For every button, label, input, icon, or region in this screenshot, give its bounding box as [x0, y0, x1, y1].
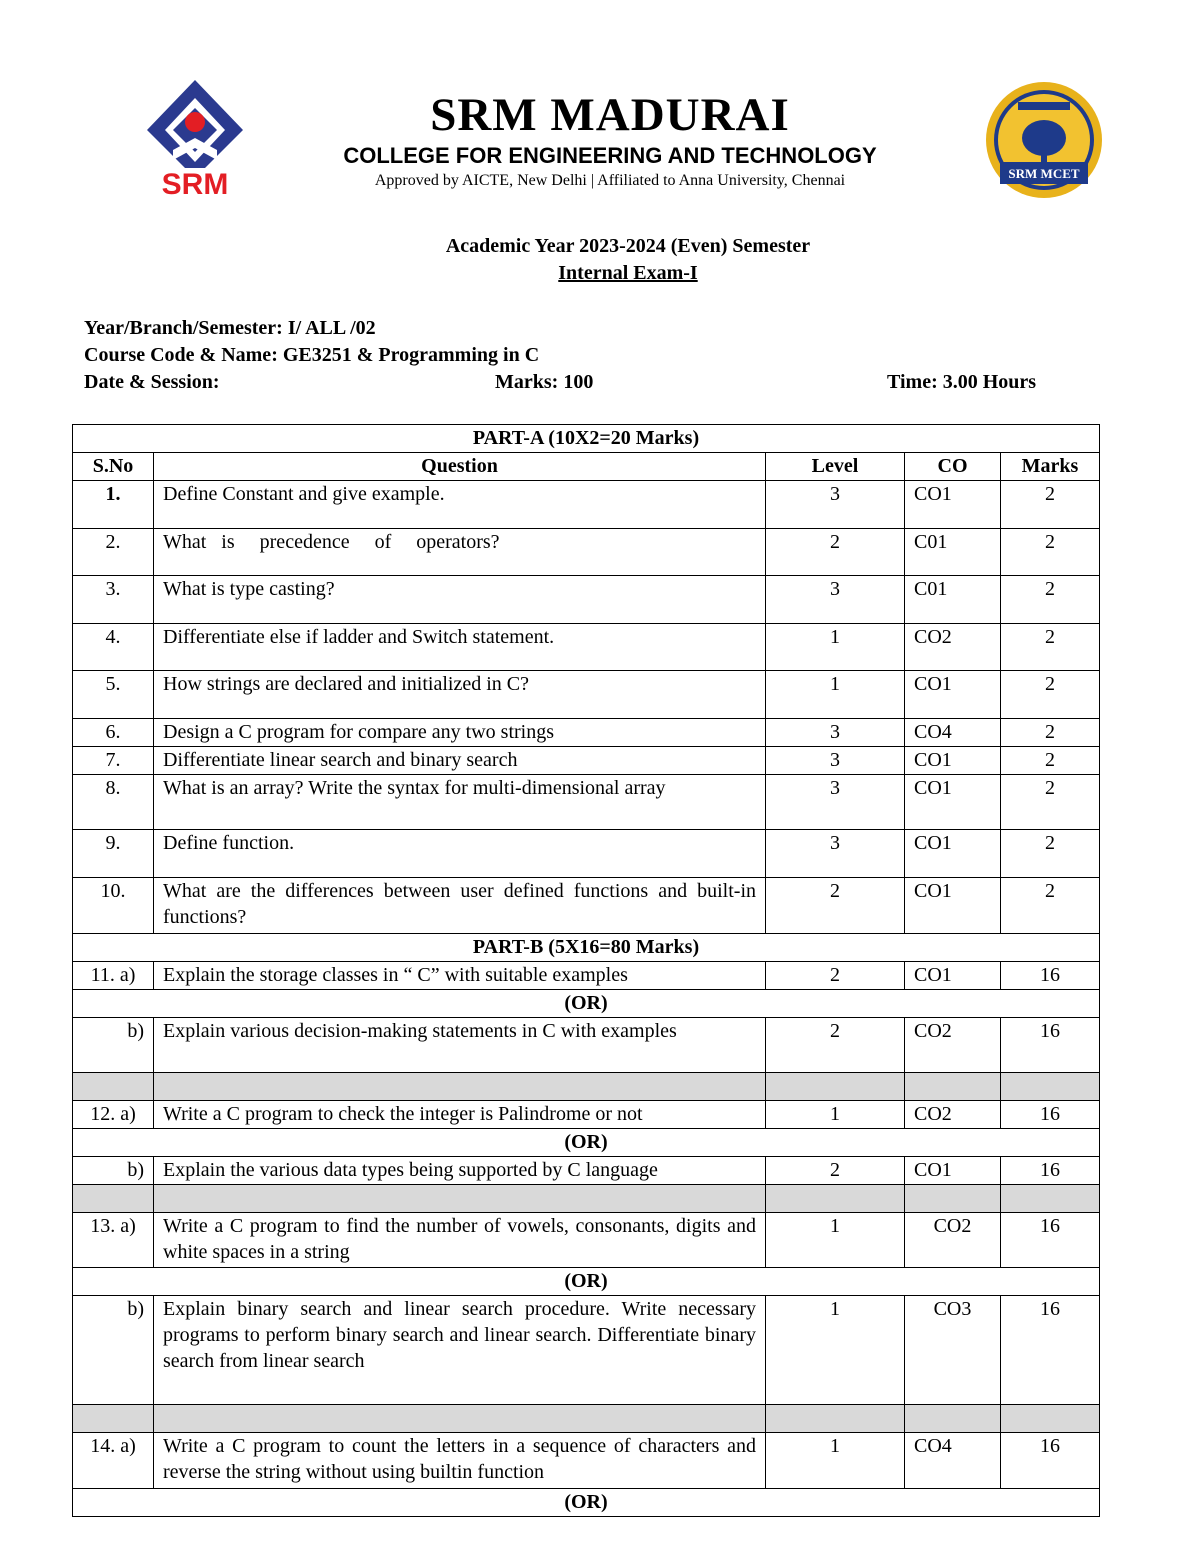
serial-number: 2. — [73, 529, 154, 576]
question-text: Design a C program for compare any two strings — [154, 719, 766, 747]
exam-name: Internal Exam-I — [558, 262, 698, 284]
level: 3 — [766, 576, 905, 624]
course-outcome: CO3 — [905, 1296, 1001, 1405]
college-title: SRM MADURAI — [430, 89, 790, 141]
question-text: Write a C program to check the integer is Palindrome or not — [154, 1101, 766, 1129]
table-row — [73, 1018, 1100, 1073]
marks: 2 — [1001, 576, 1100, 624]
question-table — [72, 424, 1100, 1517]
marks: 16 — [1001, 1018, 1100, 1073]
serial-number: 4. — [73, 624, 154, 671]
question-text: Define function. — [154, 830, 766, 878]
or-label: (OR) — [73, 1268, 1100, 1296]
table-row — [73, 719, 1100, 747]
table-row — [73, 1157, 1100, 1185]
marks: 16 — [1001, 1433, 1100, 1489]
course-outcome: C01 — [905, 576, 1001, 624]
level: 2 — [766, 1018, 905, 1073]
serial-number: 11. a) — [73, 962, 154, 990]
separator-cell — [1001, 1405, 1100, 1433]
level: 1 — [766, 1296, 905, 1405]
or-row — [73, 1268, 1100, 1296]
course-outcome: CO1 — [905, 962, 1001, 990]
question-text: Explain binary search and linear search procedure. Write necessary programs to perform binary search and linear search. Differentiate binary search from linear search — [154, 1296, 766, 1405]
marks: 2 — [1001, 775, 1100, 830]
marks: 2 — [1001, 747, 1100, 775]
level: 1 — [766, 624, 905, 671]
marks: 16 — [1001, 1101, 1100, 1129]
or-label: (OR) — [73, 990, 1100, 1018]
marks: 2 — [1001, 529, 1100, 576]
table-header-row — [73, 453, 1100, 481]
question-text: Explain various decision-making statements in C with examples — [154, 1018, 766, 1073]
or-row — [73, 990, 1100, 1018]
serial-number: b) — [73, 1157, 154, 1185]
marks: 2 — [1001, 671, 1100, 719]
column-header: Question — [154, 453, 766, 481]
separator-row — [73, 1185, 1100, 1213]
serial-number: 10. — [73, 878, 154, 934]
level: 3 — [766, 719, 905, 747]
date-session: Date & Session: — [84, 371, 220, 393]
year-branch-semester: Year/Branch/Semester: I/ ALL /02 — [84, 317, 376, 339]
serial-number: 12. a) — [73, 1101, 154, 1129]
or-row — [73, 1489, 1100, 1517]
question-text: What are the differences between user defined functions and built-in functions? — [154, 878, 766, 934]
serial-number: 14. a) — [73, 1433, 154, 1489]
serial-number: 1. — [73, 481, 154, 529]
table-row — [73, 576, 1100, 624]
separator-cell — [73, 1073, 154, 1101]
college-tagline: Approved by AICTE, New Delhi | Affiliated to Anna University, Chennai — [374, 172, 846, 189]
part-a-heading-row — [73, 425, 1100, 453]
serial-number: 8. — [73, 775, 154, 830]
marks: 2 — [1001, 481, 1100, 529]
course-outcome: CO1 — [905, 830, 1001, 878]
separator-cell — [154, 1185, 766, 1213]
course-outcome: CO2 — [905, 1213, 1001, 1268]
question-text: Write a C program to find the number of vowels, consonants, digits and white spaces in a string — [154, 1213, 766, 1268]
separator-row — [73, 1073, 1100, 1101]
separator-cell — [1001, 1185, 1100, 1213]
course-outcome: CO1 — [905, 671, 1001, 719]
separator-cell — [154, 1073, 766, 1101]
marks: 16 — [1001, 1213, 1100, 1268]
level: 2 — [766, 529, 905, 576]
or-row — [73, 1129, 1100, 1157]
table-row — [73, 775, 1100, 830]
course-outcome: CO1 — [905, 481, 1001, 529]
serial-number: 5. — [73, 671, 154, 719]
question-text: What is an array? Write the syntax for multi-dimensional array — [154, 775, 766, 830]
level: 2 — [766, 878, 905, 934]
marks: 2 — [1001, 624, 1100, 671]
level: 1 — [766, 1213, 905, 1268]
level: 3 — [766, 830, 905, 878]
separator-cell — [766, 1073, 905, 1101]
total-marks: Marks: 100 — [495, 371, 594, 393]
separator-cell — [905, 1185, 1001, 1213]
table-row — [73, 1296, 1100, 1405]
course-outcome: CO1 — [905, 878, 1001, 934]
table-row — [73, 878, 1100, 934]
course-outcome: CO2 — [905, 1018, 1001, 1073]
question-text: Differentiate else if ladder and Switch statement. — [154, 624, 766, 671]
table-row — [73, 1433, 1100, 1489]
question-text: Write a C program to count the letters in a sequence of characters and reverse the string without using builtin function — [154, 1433, 766, 1489]
serial-number: 6. — [73, 719, 154, 747]
question-text: How strings are declared and initialized in C? — [154, 671, 766, 719]
table-row — [73, 529, 1100, 576]
table-row — [73, 1213, 1100, 1268]
course-code-name: Course Code & Name: GE3251 & Programming in C — [84, 344, 540, 366]
table-row — [73, 1101, 1100, 1129]
column-header: Level — [766, 453, 905, 481]
column-header: CO — [905, 453, 1001, 481]
question-text: Explain the storage classes in “ C” with suitable examples — [154, 962, 766, 990]
separator-cell — [766, 1405, 905, 1433]
marks: 16 — [1001, 962, 1100, 990]
column-header: S.No — [73, 453, 154, 481]
column-header: Marks — [1001, 453, 1100, 481]
level: 3 — [766, 747, 905, 775]
course-outcome: CO1 — [905, 775, 1001, 830]
part-a-heading: PART-A (10X2=20 Marks) — [73, 425, 1100, 453]
level: 1 — [766, 1101, 905, 1129]
separator-cell — [73, 1405, 154, 1433]
separator-cell — [905, 1073, 1001, 1101]
question-text: Differentiate linear search and binary search — [154, 747, 766, 775]
level: 1 — [766, 671, 905, 719]
serial-number: b) — [73, 1296, 154, 1405]
marks: 2 — [1001, 878, 1100, 934]
serial-number: 3. — [73, 576, 154, 624]
or-label: (OR) — [73, 1129, 1100, 1157]
course-outcome: CO2 — [905, 624, 1001, 671]
course-outcome: CO4 — [905, 1433, 1001, 1489]
table-row — [73, 830, 1100, 878]
marks: 16 — [1001, 1157, 1100, 1185]
separator-cell — [154, 1405, 766, 1433]
or-label: (OR) — [73, 1489, 1100, 1517]
serial-number: b) — [73, 1018, 154, 1073]
question-text: Define Constant and give example. — [154, 481, 766, 529]
separator-cell — [766, 1185, 905, 1213]
question-text: Explain the various data types being supported by C language — [154, 1157, 766, 1185]
exam-time: Time: 3.00 Hours — [887, 371, 1037, 393]
college-subtitle: COLLEGE FOR ENGINEERING AND TECHNOLOGY — [343, 143, 877, 168]
marks: 16 — [1001, 1296, 1100, 1405]
table-row — [73, 481, 1100, 529]
table-row — [73, 747, 1100, 775]
separator-cell — [1001, 1073, 1100, 1101]
marks: 2 — [1001, 719, 1100, 747]
separator-cell — [905, 1405, 1001, 1433]
course-outcome: CO4 — [905, 719, 1001, 747]
part-b-heading-row — [73, 934, 1100, 962]
part-b-heading: PART-B (5X16=80 Marks) — [73, 934, 1100, 962]
academic-year: Academic Year 2023-2024 (Even) Semester — [445, 235, 811, 257]
separator-cell — [73, 1185, 154, 1213]
svg-text:SRM MCET: SRM MCET — [1008, 166, 1080, 181]
serial-number: 13. a) — [73, 1213, 154, 1268]
question-text: What is type casting? — [154, 576, 766, 624]
svg-text:SRM: SRM — [161, 168, 229, 200]
level: 3 — [766, 775, 905, 830]
serial-number: 9. — [73, 830, 154, 878]
question-text: What is precedence of operators? — [154, 529, 766, 576]
level: 2 — [766, 962, 905, 990]
table-row — [73, 624, 1100, 671]
srm-mcet-seal — [980, 80, 1108, 200]
srm-logo — [143, 78, 247, 200]
course-outcome: C01 — [905, 529, 1001, 576]
marks: 2 — [1001, 830, 1100, 878]
table-row — [73, 962, 1100, 990]
course-outcome: CO2 — [905, 1101, 1001, 1129]
separator-row — [73, 1405, 1100, 1433]
course-outcome: CO1 — [905, 747, 1001, 775]
serial-number: 7. — [73, 747, 154, 775]
level: 1 — [766, 1433, 905, 1489]
course-outcome: CO1 — [905, 1157, 1001, 1185]
level: 3 — [766, 481, 905, 529]
table-row — [73, 671, 1100, 719]
level: 2 — [766, 1157, 905, 1185]
